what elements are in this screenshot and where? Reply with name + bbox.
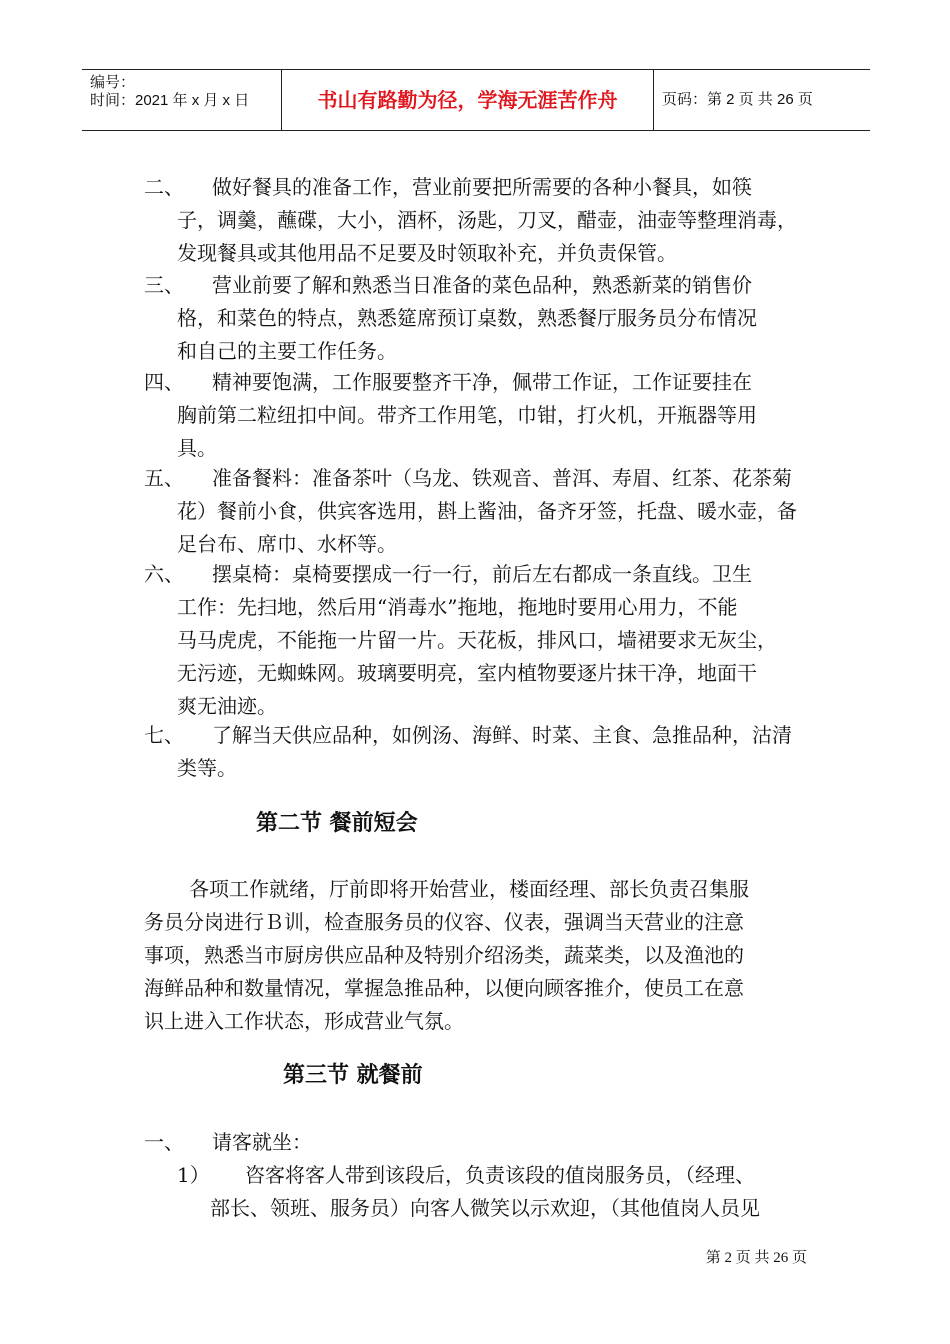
header-motto: 书山有路勤为径，学海无涯苦作舟 [282,70,654,130]
list-item-line: 请客就坐： [212,1130,312,1154]
list-item-line: 精神要饱满，工作服要整齐干净，佩带工作证，工作证要挂在 [212,370,752,394]
paragraph-line: 务员分岗进行Ｂ训，检查服务员的仪容、仪表，强调当天营业的注意 [144,910,744,934]
paragraph-line: 事项，熟悉当市厨房供应品种及特别介绍汤类，蔬菜类，以及渔池的 [144,943,744,967]
list-item-line: 类等。 [177,756,237,780]
list-item-number: 七、 [144,723,184,747]
list-item-line: 子，调羹，蘸碟，大小，酒杯，汤匙，刀叉，醋壶，油壶等整理消毒， [177,208,797,232]
list-item-line: 马马虎虎，不能拖一片留一片。天花板，排风口，墙裙要求无灰尘， [177,628,777,652]
list-item-line: 和自己的主要工作任务。 [177,339,397,363]
list-item-line: 花）餐前小食，供宾客选用，斟上酱油，备齐牙签，托盘、暖水壶，备 [177,499,797,523]
section-title: 第三节 就餐前 [283,1063,423,1088]
list-item-line: 发现餐具或其他用品不足要及时领取补充，并负责保管。 [177,241,677,265]
list-item-number: 四、 [144,370,184,394]
paragraph-line: 识上进入工作状态，形成营业气氛。 [144,1009,464,1033]
page-header [82,69,870,131]
sub-item-line: 咨客将客人带到该段后，负责该段的值岗服务员，（经理、 [245,1163,755,1187]
document-date-label: 时间：2021 年 x 月 x 日 [90,92,250,109]
list-item-number: 二、 [144,175,184,199]
list-item-line: 做好餐具的准备工作，营业前要把所需要的各种小餐具，如筷 [212,175,752,199]
list-item-number: 一、 [144,1130,184,1154]
paragraph-line: 海鲜品种和数量情况，掌握急推品种，以便向顾客推介，使员工在意 [144,976,744,1000]
list-item-line: 无污迹，无蜘蛛网。玻璃要明亮，室内植物要逐片抹干净，地面干 [177,661,757,685]
header-page-label: 页码：第 2 页 共 26 页 [662,91,813,108]
paragraph-line: 各项工作就绪，厅前即将开始营业，楼面经理、部长负责召集服 [189,877,749,901]
document-number-label: 编号： [90,74,136,91]
sub-item-number: 1） [177,1163,210,1187]
list-item-line: 工作：先扫地，然后用“消毒水”拖地，拖地时要用心用力，不能 [177,595,738,619]
list-item-line: 具。 [177,436,217,460]
header-meta-cell [82,70,282,130]
list-item-line: 摆桌椅：桌椅要摆成一行一行，前后左右都成一条直线。卫生 [212,562,752,586]
sub-item-line: 部长、领班、服务员）向客人微笑以示欢迎，（其他值岗人员见 [210,1196,760,1220]
list-item-line: 准备餐料：准备茶叶（乌龙、铁观音、普洱、寿眉、红茶、花茶菊 [212,466,792,490]
section-title: 第二节 餐前短会 [256,811,418,836]
list-item-line: 足台布、席巾、水杯等。 [177,532,397,556]
page-footer: 第 2 页 共 26 页 [705,1250,807,1266]
list-item-line: 格，和菜色的特点，熟悉筵席预订桌数，熟悉餐厅服务员分布情况 [177,306,757,330]
list-item-line: 胸前第二粒纽扣中间。带齐工作用笔，巾钳，打火机，开瓶器等用 [177,403,757,427]
list-item-line: 营业前要了解和熟悉当日准备的菜色品种，熟悉新菜的销售价 [212,273,752,297]
list-item-number: 三、 [144,273,184,297]
list-item-number: 六、 [144,562,184,586]
list-item-line: 了解当天供应品种，如例汤、海鲜、时菜、主食、急推品种，沽清 [212,723,792,747]
list-item-number: 五、 [144,466,184,490]
list-item-line: 爽无油迹。 [177,694,277,718]
